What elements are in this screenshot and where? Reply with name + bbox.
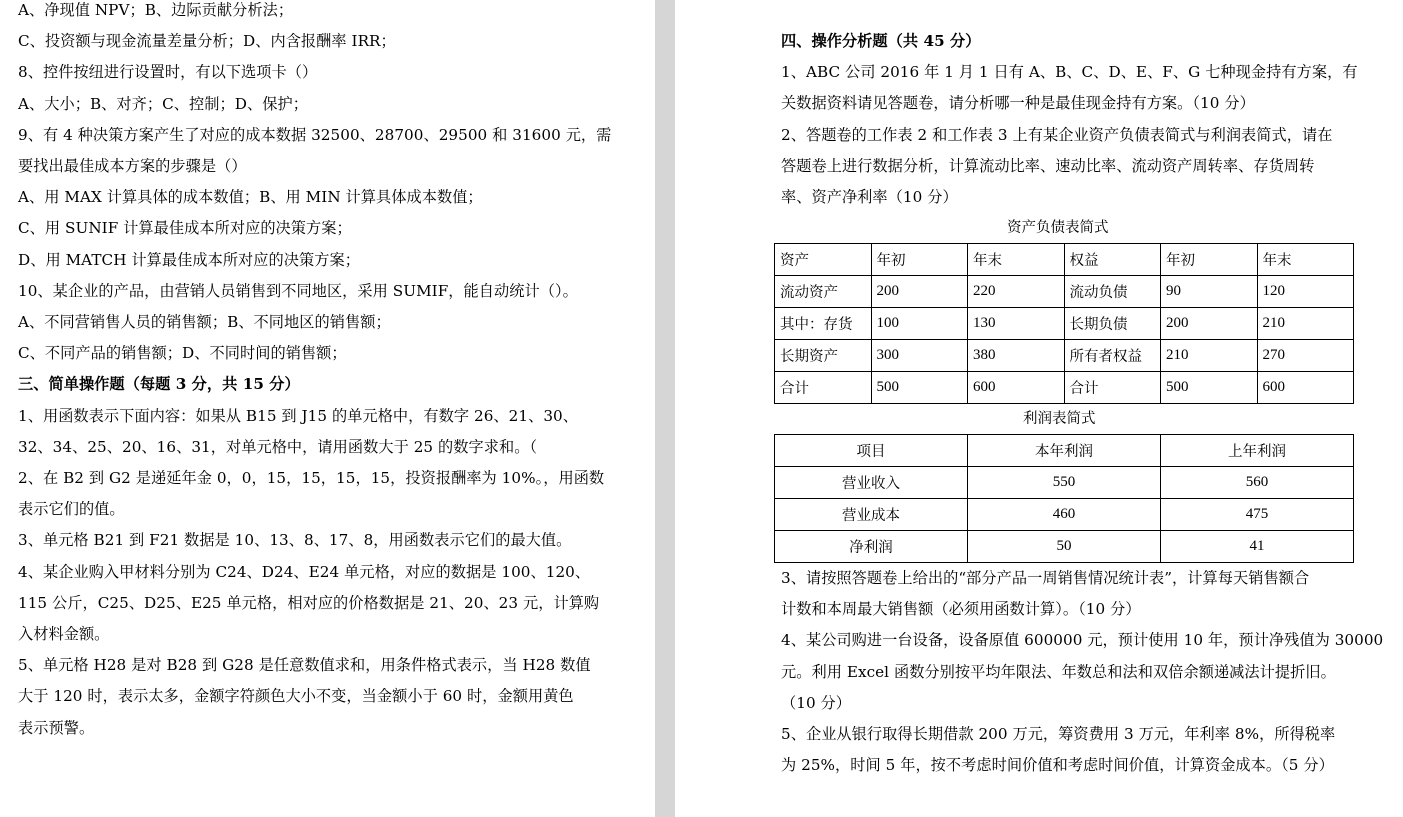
text-line: 1、ABC 公司 2016 年 1 月 1 日有 A、B、C、D、E、F、G 七种现金持有方案，有: [781, 63, 1358, 82]
text-line: 3、单元格 B21 到 F21 数据是 10、13、8、17、8，用函数表示它们的最大值。: [18, 531, 572, 550]
table-header-cell: 项目: [775, 435, 968, 467]
text-line: C、用 SUNIF 计算最佳成本所对应的决策方案；: [18, 219, 352, 238]
table-cell: 270: [1257, 340, 1354, 372]
table-cell: 流动资产: [775, 276, 872, 308]
table-row: [775, 467, 1354, 499]
text-line: 5、企业从银行取得长期借款 200 万元，筹资费用 3 万元，年利率 8%，所得税率: [781, 725, 1336, 743]
table-header-cell: 权益: [1064, 244, 1161, 276]
table-cell: 200: [871, 276, 968, 308]
balance-sheet-caption: 资产负债表简式: [1007, 220, 1109, 236]
table-cell: 600: [968, 372, 1065, 404]
table-cell: 净利润: [775, 531, 968, 563]
table-cell: 长期资产: [775, 340, 872, 372]
table-cell: 600: [1257, 372, 1354, 404]
table-cell: 所有者权益: [1064, 340, 1161, 372]
text-line: 表示它们的值。: [18, 500, 125, 519]
table-header-cell: 年末: [968, 244, 1065, 276]
table-cell: 550: [968, 467, 1161, 499]
table-row: [775, 372, 1354, 404]
text-line: 大于 120 时，表示太多，金额字符颜色大小不变，当金额小于 60 时，金额用黄色: [18, 687, 574, 706]
text-line: C、投资额与现金流量差量分析；D、内含报酬率 IRR；: [18, 32, 396, 51]
table-cell: 200: [1161, 308, 1258, 340]
income-statement-caption: 利润表简式: [1023, 411, 1096, 427]
text-line: 2、在 B2 到 G2 是递延年金 0，0，15，15，15，15，投资报酬率为 10%。，用函数: [18, 469, 605, 487]
table-header-row: [775, 244, 1354, 276]
table-cell: 合计: [775, 372, 872, 404]
text-line: 32、34、25、20、16、31，对单元格中，请用函数大于 25 的数字求和。（: [18, 437, 538, 456]
table-cell: 460: [968, 499, 1161, 531]
text-line: 2、答题卷的工作表 2 和工作表 3 上有某企业资产负债表简式与利润表简式，请在: [781, 125, 1333, 144]
table-cell: 50: [968, 531, 1161, 563]
text-line: 5、单元格 H28 是对 B28 到 G28 是任意数值求和，用条件格式表示，当 H28 数值: [18, 656, 591, 675]
text-line: 答题卷上进行数据分析，计算流动比率、速动比率、流动资产周转率、存货周转: [781, 156, 1315, 175]
table-cell: 合计: [1064, 372, 1161, 404]
text-line: 率、资产净利率（10 分）: [781, 188, 958, 206]
left-page: [0, 0, 655, 817]
table-cell: 120: [1257, 276, 1354, 308]
text-line: 4、某公司购进一台设备，设备原值 600000 元，预计使用 10 年，预计净残值为 30000: [781, 631, 1384, 650]
text-line: 关数据资料请见答题卷，请分析哪一种是最佳现金持有方案。（10 分）: [781, 94, 1255, 113]
table-cell: 营业收入: [775, 467, 968, 499]
text-line: 元。利用 Excel 函数分别按平均年限法、年数总和法和双倍余额递减法计提折旧。: [781, 662, 1336, 681]
table-cell: 210: [1257, 308, 1354, 340]
text-line: A、大小；B、对齐；C、控制；D、保护；: [18, 94, 308, 113]
page-gap: [655, 0, 675, 817]
text-line: C、不同产品的销售额；D、不同时间的销售额；: [18, 344, 347, 363]
text-line: D、用 MATCH 计算最佳成本所对应的决策方案；: [18, 250, 360, 269]
section-heading: 三、简单操作题（每题 3 分，共 15 分）: [18, 375, 300, 394]
text-line: 表示预警。: [18, 718, 95, 737]
table-header-cell: 资产: [775, 244, 872, 276]
table-header-cell: 年末: [1257, 244, 1354, 276]
table-row: [775, 276, 1354, 308]
text-line: 4、某企业购入甲材料分别为 C24、D24、E24 单元格，对应的数据是 100、120、: [18, 562, 591, 581]
table-row: [775, 340, 1354, 372]
table-cell: 300: [871, 340, 968, 372]
text-line: 要找出最佳成本方案的步骤是（）: [18, 157, 247, 175]
table-row: [775, 531, 1354, 563]
text-line: 1、用函数表示下面内容：如果从 B15 到 J15 的单元格中，有数字 26、21、30、: [18, 406, 578, 425]
text-line: 为 25%，时间 5 年，按不考虑时间价值和考虑时间价值，计算资金成本。（5 分）: [781, 756, 1334, 775]
text-line: 10、某企业的产品，由营销人员销售到不同地区，采用 SUMIF，能自动统计（）。: [18, 281, 578, 300]
table-row: [775, 499, 1354, 531]
text-line: （10 分）: [781, 693, 852, 712]
table-header-cell: 年初: [1161, 244, 1258, 276]
table-cell: 220: [968, 276, 1065, 308]
table-cell: 500: [871, 372, 968, 404]
table-cell: 其中：存货: [775, 308, 872, 340]
text-line: 入材料金额。: [18, 625, 110, 643]
text-line: A、不同营销售人员的销售额；B、不同地区的销售额；: [18, 313, 391, 331]
table-cell: 营业成本: [775, 499, 968, 531]
table-row: [775, 308, 1354, 340]
section-heading: 四、操作分析题（共 45 分）: [781, 32, 981, 50]
text-line: A、用 MAX 计算具体的成本数值；B、用 MIN 计算具体成本数值；: [18, 188, 483, 207]
table-header-cell: 本年利润: [968, 435, 1161, 467]
text-line: 115 公斤，C25、D25、E25 单元格，相对应的价格数据是 21、20、23 元，计算购: [18, 593, 600, 612]
table-cell: 41: [1161, 531, 1354, 563]
table-cell: 560: [1161, 467, 1354, 499]
table-cell: 长期负债: [1064, 308, 1161, 340]
table-header-cell: 上年利润: [1161, 435, 1354, 467]
table-cell: 380: [968, 340, 1065, 372]
table-cell: 210: [1161, 340, 1258, 372]
table-cell: 130: [968, 308, 1065, 340]
table-cell: 流动负债: [1064, 276, 1161, 308]
text-line: 3、请按照答题卷上给出的“部分产品一周销售情况统计表”，计算每天销售额合: [781, 569, 1310, 587]
balance-sheet-table: [774, 243, 1354, 404]
right-page: [675, 0, 1403, 817]
income-statement-table: [774, 434, 1354, 563]
text-line: 计数和本周最大销售额（必须用函数计算）。（10 分）: [781, 600, 1141, 619]
text-line: 9、有 4 种决策方案产生了对应的成本数据 32500、28700、29500 和 31600 元，需: [18, 125, 612, 144]
table-cell: 500: [1161, 372, 1258, 404]
table-header-row: [775, 435, 1354, 467]
table-cell: 475: [1161, 499, 1354, 531]
table-cell: 100: [871, 308, 968, 340]
table-cell: 90: [1161, 276, 1258, 308]
table-header-cell: 年初: [871, 244, 968, 276]
text-line: 8、控件按纽进行设置时，有以下选项卡（）: [18, 63, 318, 82]
text-line: A、净现值 NPV；B、边际贡献分析法；: [18, 1, 294, 19]
